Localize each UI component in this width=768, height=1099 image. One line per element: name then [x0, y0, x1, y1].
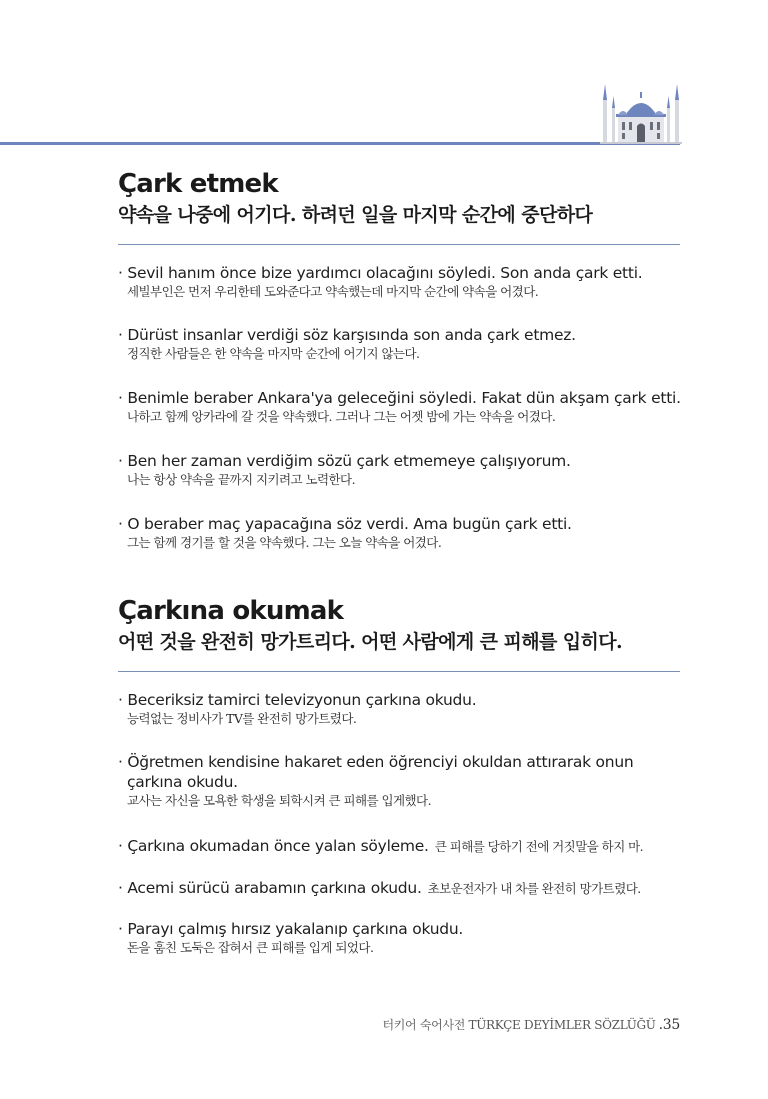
idiom-meaning: 약속을 나중에 어기다. 하려던 일을 마지막 순간에 중단하다	[118, 204, 593, 226]
example-turkish: · Çarkına okumadan önce yalan söyleme.	[118, 837, 429, 855]
idiom-entry	[118, 595, 680, 672]
example-korean: 나는 항상 약속을 끝까지 지키려고 노력한다.	[127, 472, 355, 487]
footer-title: 터키어 숙어사전 TÜRKÇE DEYİMLER SÖZLÜĞÜ	[382, 1018, 656, 1032]
header-rule	[0, 142, 680, 145]
divider	[118, 244, 680, 245]
example-turkish: · Acemi sürücü arabamın çarkına okudu.	[118, 879, 422, 897]
example-korean: 초보운전자가 내 차를 완전히 망가트렸다.	[427, 881, 641, 896]
example-korean: 그는 함께 경기를 할 것을 약속했다. 그는 오늘 약속을 어겼다.	[127, 535, 442, 550]
example-korean: 능력없는 정비사가 TV를 완전히 망가트렸다.	[127, 711, 357, 726]
example-item	[118, 514, 680, 551]
example-turkish: · Öğretmen kendisine hakaret eden öğrenciyi okuldan attırarak onun	[118, 753, 634, 771]
example-item	[118, 263, 680, 300]
example-item	[118, 878, 680, 899]
example-turkish: · Ben her zaman verdiğim sözü çark etmemeye çalışıyorum.	[118, 452, 571, 470]
divider	[118, 671, 680, 672]
example-turkish: · Sevil hanım önce bize yardımcı olacağını söyledi. Son anda çark etti.	[118, 264, 643, 282]
example-turkish-continued: çarkına okudu.	[127, 773, 238, 791]
idiom-title: Çarkına okumak	[118, 596, 344, 626]
page-footer	[382, 1016, 680, 1033]
example-korean: 돈을 훔친 도둑은 잡혀서 큰 피해를 입게 되었다.	[127, 940, 374, 955]
example-item	[118, 690, 680, 727]
example-item	[118, 325, 680, 362]
example-korean: 세빌부인은 먼저 우리한테 도와준다고 약속했는데 마지막 순간에 약속을 어겼다.	[127, 284, 539, 299]
example-korean: 큰 피해를 당하기 전에 거짓말을 하지 마.	[434, 839, 644, 854]
idiom-entry	[118, 168, 680, 245]
example-item	[118, 836, 680, 857]
example-korean: 정직한 사람들은 한 약속을 마지막 순간에 어기지 않는다.	[127, 346, 420, 361]
example-korean: 나하고 함께 앙카라에 갈 것을 약속했다. 그러나 그는 어젯 밤에 가는 약속을 어겼다.	[127, 409, 556, 424]
example-item	[118, 752, 680, 809]
page-number: .35	[658, 1017, 680, 1033]
idiom-title: Çark etmek	[118, 169, 278, 199]
idiom-meaning: 어떤 것을 완전히 망가트리다. 어떤 사람에게 큰 피해를 입히다.	[118, 631, 622, 653]
example-turkish: · Benimle beraber Ankara'ya geleceğini söyledi. Fakat dün akşam çark etti.	[118, 389, 681, 407]
mosque-icon	[600, 78, 682, 144]
example-item	[118, 451, 680, 488]
example-item	[118, 919, 680, 956]
example-turkish: · Beceriksiz tamirci televizyonun çarkına okudu.	[118, 691, 477, 709]
example-item	[118, 388, 680, 425]
example-korean: 교사는 자신을 모욕한 학생을 퇴학시켜 큰 피해를 입게했다.	[127, 793, 431, 808]
example-turkish: · O beraber maç yapacağına söz verdi. Ama bugün çark etti.	[118, 515, 572, 533]
example-turkish: · Dürüst insanlar verdiği söz karşısında son anda çark etmez.	[118, 326, 576, 344]
example-turkish: · Parayı çalmış hırsız yakalanıp çarkına okudu.	[118, 920, 464, 938]
